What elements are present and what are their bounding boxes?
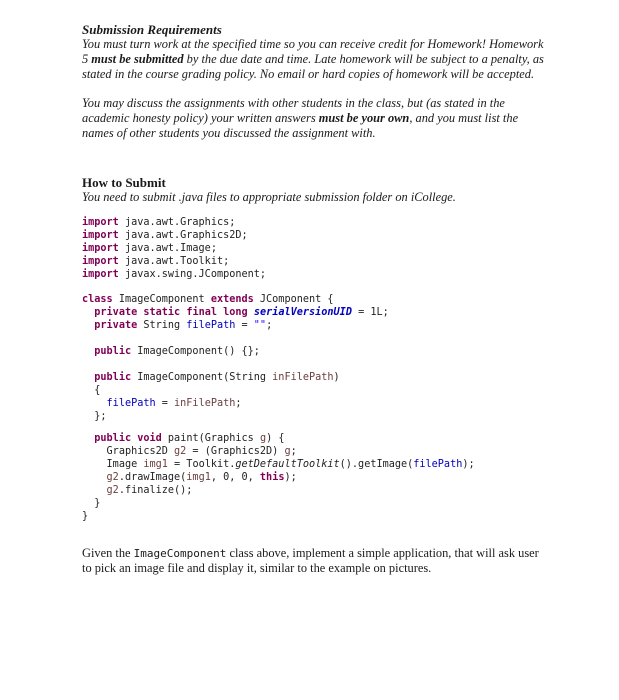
task-paragraph: Given the ImageComponent class above, implement a simple application, that will ask user to pick an image file and display it, similar to the example on pictures. bbox=[82, 546, 539, 575]
task-section bbox=[82, 546, 547, 576]
how-to-submit-heading: How to Submit bbox=[82, 175, 166, 190]
late-policy-paragraph: You must turn work at the specified time so you can receive credit for Homework! Homework 5 must be submitted by the due date and time. Late homework will be subject to a penalty, as stated in the course grading policy. No email or hard copies of homework will be accepted. bbox=[82, 37, 544, 81]
code-paint-method: public void paint(Graphics g) { Graphics2D g2 = (Graphics2D) g; Image img1 = Toolkit.getDefaultToolkit().getImage(filePath); g2.drawImage(img1, 0, 0, this); g2.finalize(); } } bbox=[82, 433, 475, 522]
code-default-constructor: public ImageComponent() {}; bbox=[94, 346, 260, 357]
submission-requirements-heading: Submission Requirements bbox=[82, 22, 222, 37]
how-to-submit-section bbox=[82, 175, 552, 205]
how-to-submit-text: You need to submit .java files to appropriate submission folder on iCollege. bbox=[82, 190, 456, 204]
code-class-header: class ImageComponent extends JComponent { private static final long serialVersionUID = 1L; private String filePath = ""; bbox=[82, 294, 389, 331]
code-path-constructor: public ImageComponent(String inFilePath) { filePath = inFilePath; }; bbox=[94, 372, 340, 422]
code-imports: import java.awt.Graphics; import java.awt.Graphics2D; import java.awt.Image; import java.awt.Toolkit; import javax.swing.JComponent; bbox=[82, 217, 267, 280]
submission-requirements-section bbox=[82, 22, 552, 141]
honesty-policy-paragraph: You may discuss the assignments with other students in the class, but (as stated in the academic honesty policy) your written answers must be your own, and you must list the names of other students you discussed the assignment with. bbox=[82, 96, 519, 140]
